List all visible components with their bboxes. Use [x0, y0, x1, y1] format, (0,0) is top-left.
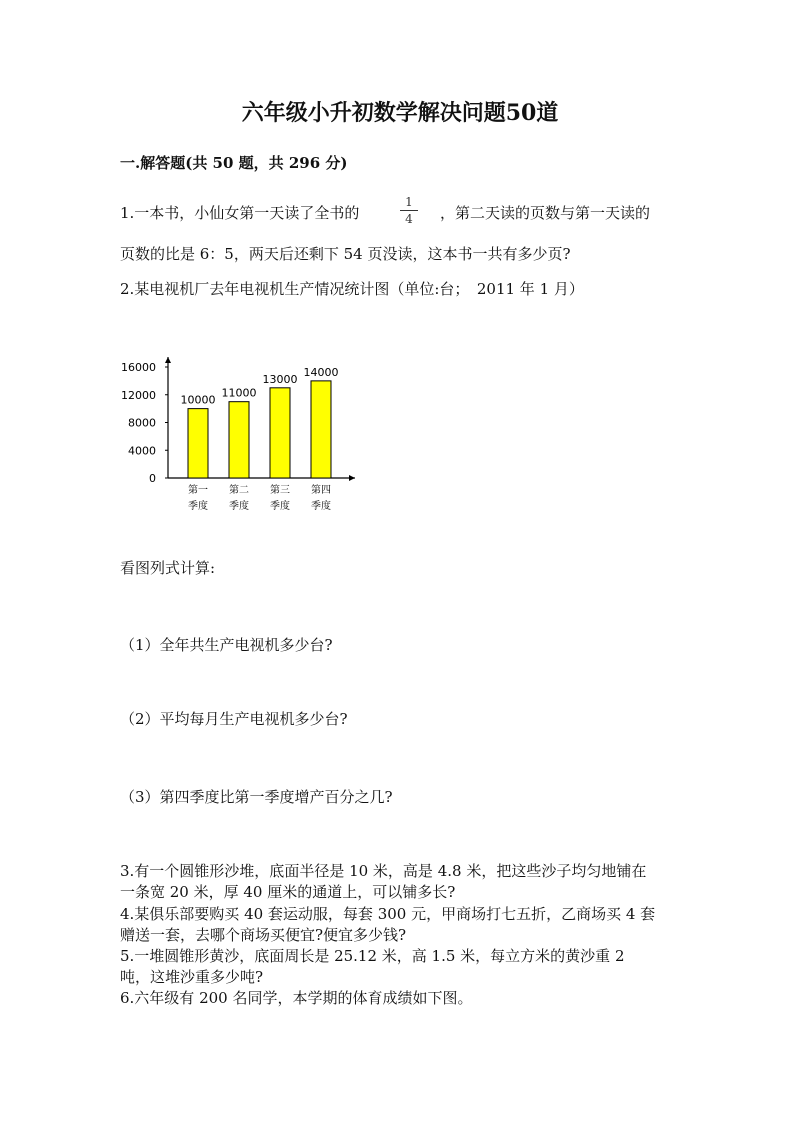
- y-tick-label: 16000: [121, 361, 156, 374]
- q1-line1-part1: 1.一本书，小仙女第一天读了全书的: [120, 204, 360, 222]
- bar: [188, 409, 208, 478]
- y-tick-label: 0: [149, 472, 156, 485]
- document-title: 六年级小升初数学解决问题50道: [241, 100, 559, 126]
- production-bar-chart: [110, 335, 370, 525]
- y-tick-label: 12000: [121, 388, 156, 402]
- q6-line1: 6.六年级有 200 名同学，本学期的体育成绩如下图。: [120, 989, 473, 1007]
- x-axis-arrow: [349, 475, 355, 481]
- q2-line: 2.某电视机厂去年电视机生产情况统计图（单位:台； 2011 年 1 月）: [120, 280, 584, 298]
- q1-line1-part2: ，第二天读的页数与第一天读的: [440, 204, 651, 222]
- category-label-line2: 季度: [270, 501, 290, 512]
- q4-line2: 赠送一套，去哪个商场买便宜?便宜多少钱?: [120, 926, 407, 944]
- q1-fraction: [400, 194, 418, 227]
- bar: [270, 388, 290, 478]
- fraction-denominator: 4: [405, 212, 413, 226]
- q3-line2: 一条宽 20 米，厚 40 厘米的通道上，可以铺多长?: [120, 883, 456, 901]
- category-label-line2: 季度: [188, 501, 208, 512]
- category-label-line1: 第四: [311, 485, 331, 496]
- q1-line2: 页数的比是 6：5，两天后还剩下 54 页没读，这本书一共有多少页?: [120, 245, 571, 263]
- category-label-line2: 季度: [229, 501, 249, 512]
- q5-line1: 5.一堆圆锥形黄沙，底面周长是 25.12 米，高 1.5 米，每立方米的黄沙重 2: [120, 947, 625, 965]
- bar-value-label: 13000: [262, 372, 298, 386]
- q2-instruction: 看图列式计算:: [120, 559, 216, 577]
- q4-line1: 4.某俱乐部要购买 40 套运动服，每套 300 元，甲商场打七五折，乙商场买 4 套: [120, 905, 656, 923]
- section-heading: 一.解答题(共 50 题，共 296 分): [120, 154, 348, 172]
- category-label-line1: 第一: [188, 485, 208, 496]
- y-tick-label: 4000: [128, 444, 156, 458]
- q2-sub2: （2）平均每月生产电视机多少台?: [120, 710, 348, 728]
- y-tick-label: 8000: [128, 416, 156, 430]
- q3-line1: 3.有一个圆锥形沙堆，底面半径是 10 米，高是 4.8 米，把这些沙子均匀地铺在: [120, 862, 647, 880]
- bar: [229, 402, 249, 478]
- category-label-line2: 季度: [311, 501, 331, 512]
- bar-value-label: 14000: [303, 365, 339, 379]
- q5-line2: 吨，这堆沙重多少吨?: [120, 968, 264, 986]
- q2-sub1: （1）全年共生产电视机多少台?: [120, 636, 333, 654]
- y-axis-arrow: [165, 357, 171, 363]
- fraction-numerator: 1: [400, 194, 418, 211]
- category-label-line1: 第二: [229, 485, 249, 496]
- bar: [311, 381, 331, 478]
- category-label-line1: 第三: [270, 485, 290, 496]
- bar-value-label: 10000: [180, 393, 216, 407]
- q2-sub3: （3）第四季度比第一季度增产百分之几?: [120, 788, 393, 806]
- bar-value-label: 11000: [221, 386, 257, 400]
